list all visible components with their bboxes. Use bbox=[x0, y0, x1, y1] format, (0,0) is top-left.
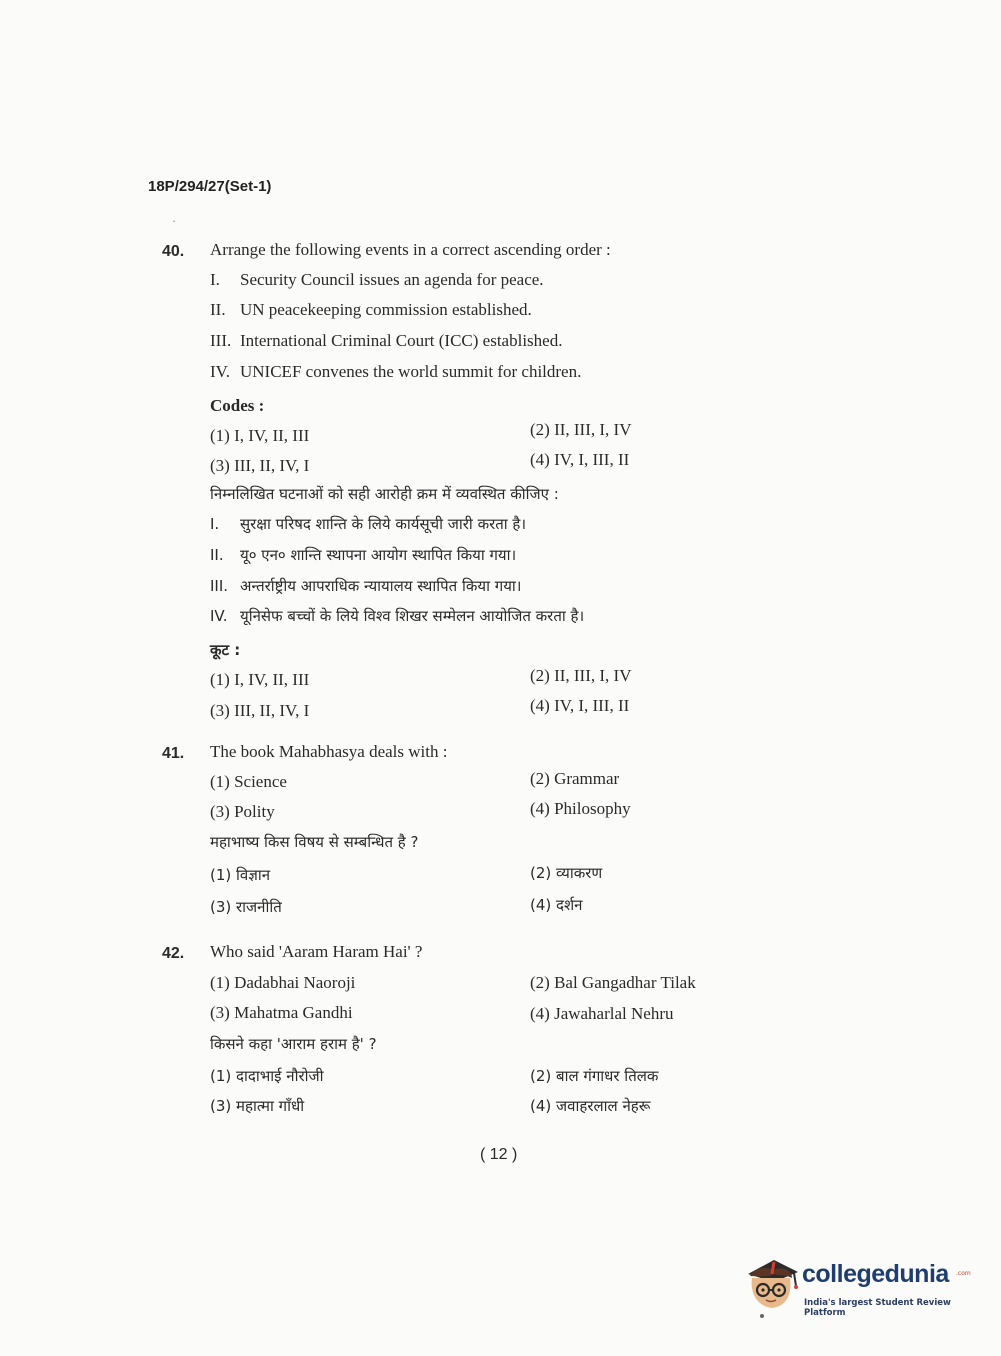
question-stem-en: Who said 'Aaram Haram Hai' ? bbox=[210, 942, 423, 961]
option-4-hi: (4) दर्शन bbox=[530, 896, 583, 914]
option-1-hi: (1) विज्ञान bbox=[210, 866, 271, 884]
option-1-en: (1) Science bbox=[210, 772, 287, 791]
codes-label-en: Codes : bbox=[210, 396, 265, 415]
option-4-hi: (4) जवाहरलाल नेहरू bbox=[530, 1097, 651, 1115]
option-3-hi: (3) राजनीति bbox=[210, 898, 282, 916]
brand-suffix: .com bbox=[956, 1270, 971, 1277]
question-stem-en: The book Mahabhasya deals with : bbox=[210, 742, 448, 761]
question-stem-hi: महाभाष्य किस विषय से सम्बन्धित है ? bbox=[210, 833, 419, 851]
option-1-hi: (1) I, IV, II, III bbox=[210, 670, 310, 689]
statement-en: III. International Criminal Court (ICC) established. bbox=[210, 331, 563, 350]
option-3-en: (3) Mahatma Gandhi bbox=[210, 1003, 353, 1022]
option-4-hi: (4) IV, I, III, II bbox=[530, 696, 630, 715]
question-stem-hi: निम्नलिखित घटनाओं को सही आरोही क्रम में व्यवस्थित कीजिए : bbox=[210, 485, 559, 503]
stray-mark bbox=[760, 1314, 764, 1318]
option-3-hi: (3) III, II, IV, I bbox=[210, 701, 310, 720]
page-number: ( 12 ) bbox=[480, 1146, 518, 1163]
paper-code: 18P/294/27(Set-1) bbox=[148, 178, 272, 195]
codes-label-hi: कूट : bbox=[210, 641, 241, 659]
option-2-en: (2) Bal Gangadhar Tilak bbox=[530, 973, 696, 992]
option-2-hi: (2) व्याकरण bbox=[530, 864, 603, 882]
option-1-en: (1) I, IV, II, III bbox=[210, 426, 310, 445]
question-stem-en: Arrange the following events in a correct ascending order : bbox=[210, 240, 611, 259]
statement-hi: III. अन्तर्राष्ट्रीय आपराधिक न्यायालय स्थापित किया गया। bbox=[210, 577, 522, 595]
statement-en: II. UN peacekeeping commission established. bbox=[210, 300, 532, 319]
option-2-hi: (2) II, III, I, IV bbox=[530, 666, 632, 685]
statement-hi: I. सुरक्षा परिषद शान्ति के लिये कार्यसूची जारी करता है। bbox=[210, 515, 527, 533]
option-2-en: (2) Grammar bbox=[530, 769, 620, 788]
statement-en: I. Security Council issues an agenda for peace. bbox=[210, 270, 544, 289]
question-number: 40. bbox=[162, 243, 185, 260]
option-1-hi: (1) दादाभाई नौरोजी bbox=[210, 1067, 324, 1085]
option-3-hi: (3) महात्मा गाँधी bbox=[210, 1097, 305, 1115]
question-stem-hi: किसने कहा 'आराम हराम है' ? bbox=[210, 1035, 377, 1053]
option-2-hi: (2) बाल गंगाधर तिलक bbox=[530, 1067, 659, 1085]
question-number: 42. bbox=[162, 945, 185, 962]
question-number: 41. bbox=[162, 745, 185, 762]
stray-mark: · bbox=[172, 214, 176, 228]
statement-hi: II. यू० एन० शान्ति स्थापना आयोग स्थापित किया गया। bbox=[210, 546, 517, 564]
option-4-en: (4) Jawaharlal Nehru bbox=[530, 1004, 674, 1023]
statement-hi: IV. यूनिसेफ बच्चों के लिये विश्व शिखर सम्मेलन आयोजित करता है। bbox=[210, 607, 585, 625]
brand-tagline: India's largest Student Review Platform bbox=[804, 1298, 951, 1318]
option-2-en: (2) II, III, I, IV bbox=[530, 420, 632, 439]
option-4-en: (4) IV, I, III, II bbox=[530, 450, 630, 469]
brand-name: collegedunia bbox=[802, 1260, 949, 1288]
option-3-en: (3) III, II, IV, I bbox=[210, 456, 310, 475]
collegedunia-watermark bbox=[744, 1252, 974, 1322]
statement-en: IV. UNICEF convenes the world summit for children. bbox=[210, 362, 582, 381]
option-1-en: (1) Dadabhai Naoroji bbox=[210, 973, 356, 992]
option-3-en: (3) Polity bbox=[210, 802, 275, 821]
mascot-logo-icon bbox=[744, 1252, 802, 1314]
option-4-en: (4) Philosophy bbox=[530, 799, 631, 818]
